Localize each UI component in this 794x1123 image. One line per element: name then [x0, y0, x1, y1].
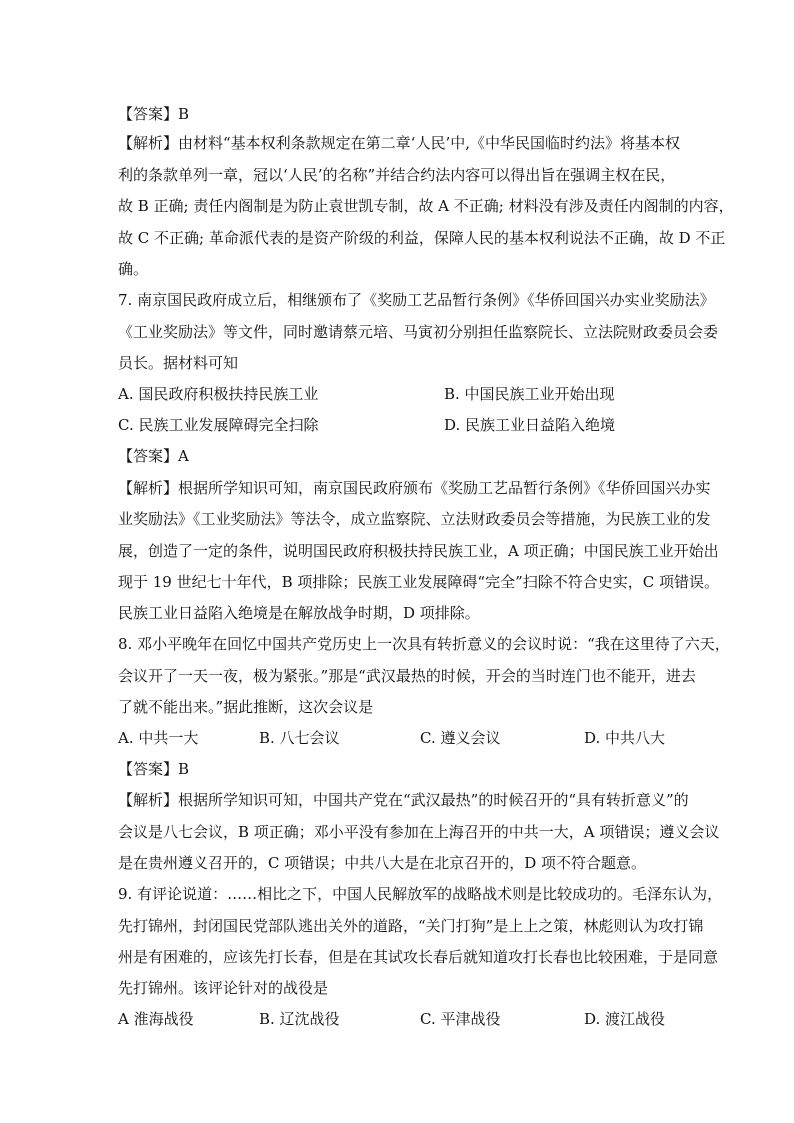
q7-option-b: B. 中国民族工业开始出现: [444, 385, 615, 403]
q7-stem-line-1: 7. 南京国民政府成立后，相继颁布了《奖励工艺品暂行条例》《华侨回国兴办实业奖励法》: [118, 291, 715, 309]
q9-option-a: A 淮海战役: [118, 1010, 194, 1028]
q6-analysis-line-2: 利的条款单列一章，冠以‘人民’的名称”并结合约法内容可以得出旨在强调主权在民，: [118, 166, 676, 184]
q6-analysis-line-3: 故 B 正确; 责任内阁制是为防止袁世凯专制，故 A 不正确; 材料没有涉及责任内阁制的内容，: [118, 197, 734, 215]
q6-analysis-line-4: 故 C 不正确; 革命派代表的是资产阶级的利益，保障人民的基本权利说法不正确，故 D 不正: [118, 229, 726, 247]
q7-option-c: C. 民族工业发展障碍完全扫除: [118, 416, 319, 434]
q8-analysis-line-2: 会议是八七会议，B 项正确；邓小平没有参加在上海召开的中共一大，A 项错误；遵义会议: [118, 823, 720, 841]
q8-stem-line-2: 会议开了一天一夜，极为紧张。”那是“武汉最热的时候，开会的当时连门也不能开，进去: [118, 667, 696, 685]
q9-stem-line-1: 9. 有评论说道：……相比之下，中国人民解放军的战略战术则是比较成功的。毛泽东认为，: [118, 885, 723, 903]
q7-options-row-2: [118, 415, 678, 437]
q8-option-d: D. 中共八大: [584, 729, 666, 747]
q7-stem-line-2: 《工业奖励法》等文件，同时邀请蔡元培、马寅初分别担任监察院长、立法院财政委员会委: [118, 323, 719, 341]
q9-stem-line-2: 先打锦州，封闭国民党部队逃出关外的道路，“关门打狗”是上上之策，林彪则认为攻打锦: [118, 917, 704, 935]
q9-option-b: B. 辽沈战役: [259, 1010, 340, 1028]
q7-analysis-line-5: 民族工业日益陷入绝境是在解放战争时期，D 项排除。: [118, 604, 480, 622]
q7-options-row-1: [118, 384, 678, 406]
q7-option-a: A. 国民政府积极扶持民族工业: [118, 385, 319, 403]
q6-analysis-line-1: 【解析】由材料“基本权利条款规定在第二章‘人民’中,《中华民国临时约法》将基本权: [118, 134, 680, 152]
q9-stem-line-4: 先打锦州。该评论针对的战役是: [118, 979, 329, 997]
q9-option-c: C. 平津战役: [420, 1010, 501, 1028]
q8-option-a: A. 中共一大: [118, 729, 199, 747]
q9-stem-line-3: 州是有困难的，应该先打长春，但是在其试攻长春后就知道攻打长春也比较困难，于是同意: [118, 948, 719, 966]
q8-analysis-line-1: 【解析】根据所学知识可知，中国共产党在“武汉最热”的时候召开的“具有转折意义”的: [118, 791, 689, 809]
q8-stem-line-3: 了就不能出来。”据此推断，这次会议是: [118, 698, 374, 716]
q8-analysis-line-3: 是在贵州遵义召开的，C 项错误；中共八大是在北京召开的，D 项不符合题意。: [118, 854, 647, 872]
q9-options-row: [118, 1009, 678, 1031]
q7-answer: 【答案】A: [118, 447, 189, 465]
q9-option-d: D. 渡江战役: [584, 1010, 666, 1028]
q8-option-b: B. 八七会议: [259, 729, 340, 747]
q8-stem-line-1: 8. 邓小平晚年在回忆中国共产党历史上一次具有转折意义的会议时说：“我在这里待了六天，: [118, 635, 730, 653]
q7-analysis-line-1: 【解析】根据所学知识可知，南京国民政府颁布《奖励工艺品暂行条例》《华侨回国兴办实: [118, 479, 711, 497]
q6-analysis-line-5: 确。: [118, 260, 149, 278]
q7-analysis-line-4: 现于 19 世纪七十年代，B 项排除；民族工业发展障碍“完全”扫除不符合史实，C 项错误。: [118, 573, 719, 591]
q7-option-d: D. 民族工业日益陷入绝境: [444, 416, 616, 434]
q7-stem-line-3: 员长。据材料可知: [118, 354, 239, 372]
q6-answer: 【答案】B: [118, 105, 190, 123]
q8-options-row: [118, 728, 678, 750]
q7-analysis-line-3: 展，创造了一定的条件，说明国民政府积极扶持民族工业，A 项正确；中国民族工业开始出: [118, 542, 719, 560]
q8-answer: 【答案】B: [118, 760, 190, 778]
q7-analysis-line-2: 业奖励法》《工业奖励法》等法令，成立监察院、立法财政委员会等措施，为民族工业的发: [118, 510, 711, 528]
q8-option-c: C. 遵义会议: [420, 729, 501, 747]
